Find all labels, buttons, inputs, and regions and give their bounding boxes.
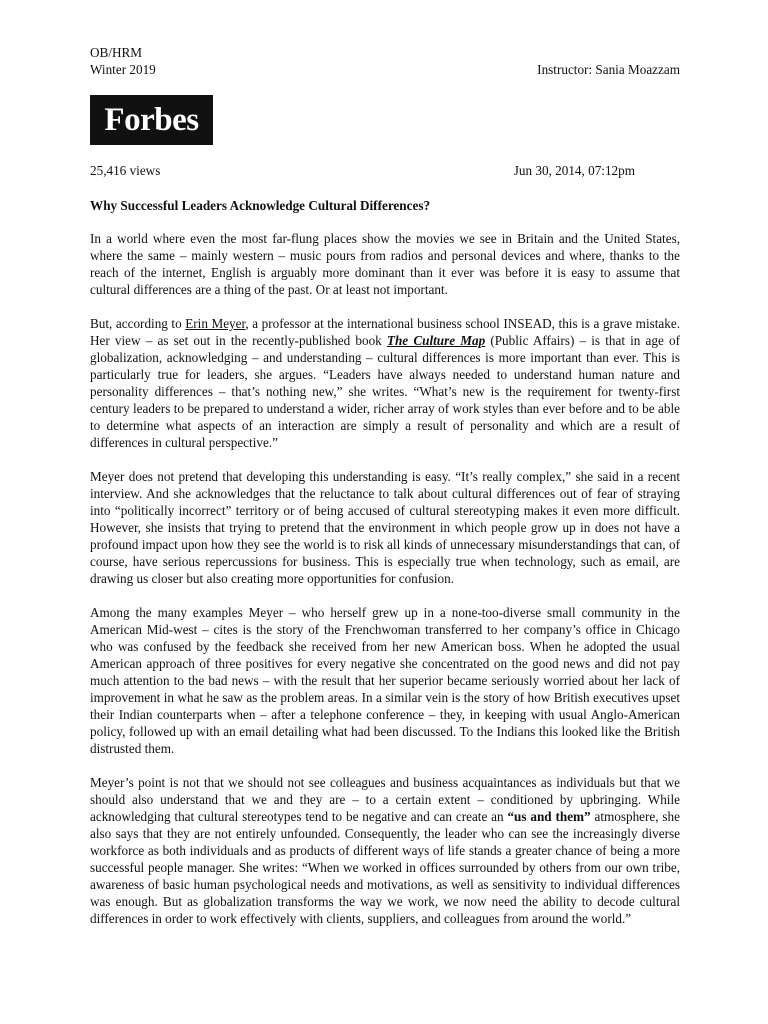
- book-title-link[interactable]: The Culture Map: [386, 333, 486, 348]
- course-term: Winter 2019: [90, 62, 156, 77]
- paragraph-5-lead: Meyer’s point is not that we should not see colleagues and business acquaintances as individuals but that we should also understand that we and they are – to a certain extent – conditioned by upbringing. While acknowledging that cultural stereotypes tend to be negative and can create an: [90, 775, 680, 824]
- paragraph-5: [90, 774, 680, 927]
- paragraph-3: Meyer does not pretend that developing this understanding is easy. “It’s really complex,” she said in a recent interview. And she acknowledges that the reluctance to talk about cultural differences out of fear of straying into “politically incorrect” territory or of being accused of cultural stereotyping makes it even more difficult. However, she insists that trying to pretend that the environment in which people grow up in does not have a profound impact upon how they see the world is to risk all kinds of unnecessary misunderstandings that can, of course, have serious repercussions for business. This is especially true when technology, such as email, are drawing us closer but also creating more opportunities for confusion.: [90, 469, 680, 586]
- instructor-name: Instructor: Sania Moazzam: [537, 62, 680, 77]
- paragraph-2-lead: But, according to: [90, 316, 186, 331]
- document-page: [90, 44, 680, 944]
- view-count: 25,416 views: [90, 163, 161, 178]
- course-info: [90, 44, 156, 78]
- erin-meyer-link[interactable]: Erin Meyer: [185, 316, 246, 331]
- paragraph-2-mid: , a professor at the international business school INSEAD, this is a grave mistake. Her view – as set out in the recently-published book: [90, 316, 680, 348]
- paragraph-2-rest: (Public Affairs) – is that in age of globalization, acknowledging – and understanding – cultural differences is more important than ever. This is particularly true for leaders, she argues. “Leaders have always needed to understand human nature and personality differences – that’s nothing new,” she writes. “What’s new is the requirement for twenty-first century leaders to be prepared to understand a wider, richer array of work styles than ever before and to be able to determine what aspects of an interaction are simply a result of personality and which are a result of differences in cultural perspective.”: [90, 333, 680, 450]
- us-and-them-emphasis: “us and them”: [507, 809, 591, 824]
- paragraph-5-rest: atmosphere, she also says that they are not entirely unfounded. Consequently, the leader who can see the increasingly diverse workforce as both individuals and as products of different ways of life stands a greater chance of being a more successful people manager. She writes: “When we worked in offices surrounded by others from our own tribe, awareness of basic human psychological needs and motivations, as well as sensitivity to individual differences was enough. But as globalization transforms the way we work, we now need the ability to decode cultural differences in order to work effectively with clients, suppliers, and colleagues from around the world.”: [90, 809, 680, 926]
- article-title: Why Successful Leaders Acknowledge Cultural Differences?: [90, 198, 431, 213]
- publish-date: Jun 30, 2014, 07:12pm: [513, 163, 635, 178]
- paragraph-4: Among the many examples Meyer – who herself grew up in a none-too-diverse small community in the American Mid-west – cites is the story of the Frenchwoman transferred to her company’s office in Chicago who was confused by the feedback she received from her new American boss. When he adopted the usual American approach of three positives for every negative she concentrated on the good news and did not pay much attention to the bad news – with the result that her superior became seriously worried about her lack of improvement in what he saw as the problem areas. In a similar vein is the story of how British executives upset their Indian counterparts when – after a telephone conference – they, in keeping with usual Anglo-American policy, followed up with an email detailing what had been discussed. To the Indians this looked like the British distrusted them.: [90, 605, 680, 756]
- course-name: OB/HRM: [90, 45, 143, 60]
- article-body: [90, 230, 680, 927]
- forbes-logo: Forbes: [90, 95, 213, 145]
- paragraph-1: In a world where even the most far-flung places show the movies we see in Britain and the United States, where the same – mainly western – music pours from radios and personal devices and where, thanks to the reach of the internet, English is arguably more dominant than it ever was before it is easy to assume that cultural differences are a thing of the past. Or at least not important.: [90, 231, 680, 297]
- document-header: [90, 44, 680, 78]
- paragraph-2: [90, 315, 680, 451]
- article-meta: [90, 162, 680, 179]
